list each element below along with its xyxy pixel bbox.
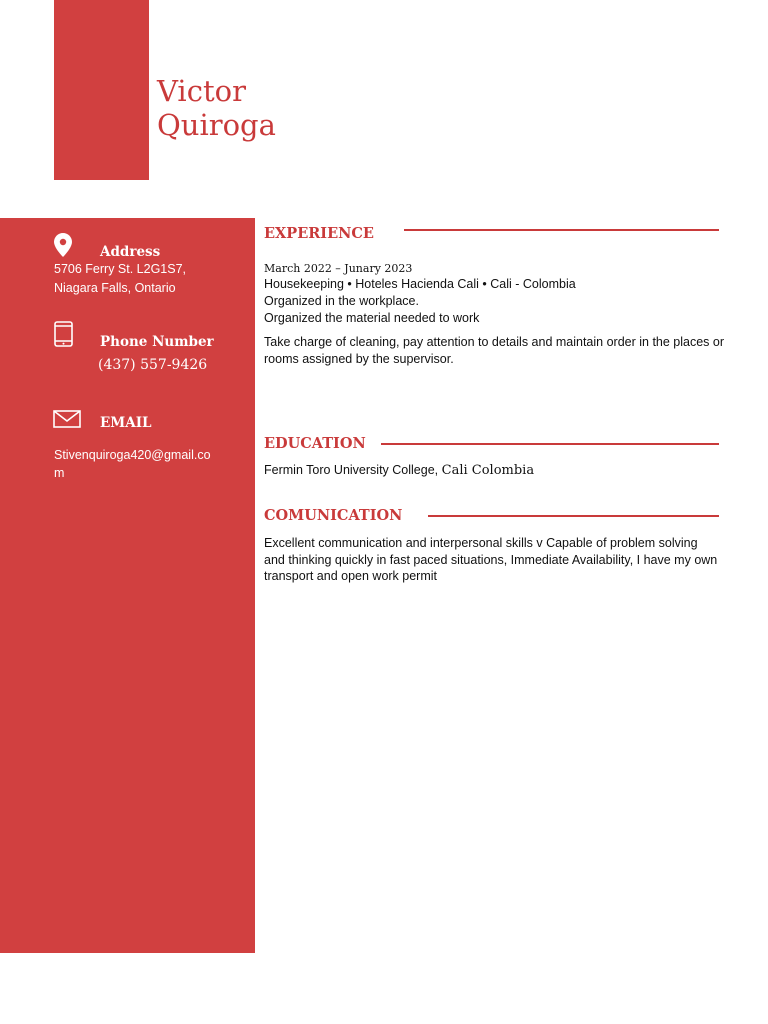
address-line-2: Niagara Falls, Ontario [54, 281, 176, 295]
education-city: Cali Colombia [441, 463, 535, 478]
experience-role: Housekeeping • Hoteles Hacienda Cali • Cali - Colombia [264, 277, 576, 291]
email-line-1: Stivenquiroga420@gmail.co [54, 448, 211, 462]
contact-sidebar [0, 218, 255, 953]
education-details [264, 462, 724, 479]
email-line-2: m [54, 466, 65, 480]
candidate-name [157, 74, 276, 142]
phone-icon [54, 321, 73, 352]
experience-title: EXPERIENCE [264, 225, 374, 242]
last-name: Quiroga [157, 108, 276, 142]
phone-heading: Phone Number [100, 334, 214, 350]
experience-description: Take charge of cleaning, pay attention to details and maintain order in the places or rooms assigned by the supervisor. [264, 335, 725, 366]
education-school: Fermin Toro University College, [264, 463, 439, 477]
communication-rule [428, 515, 719, 517]
experience-date: March 2022 – Junary 2023 [264, 262, 413, 275]
communication-text: Excellent communication and interpersonal skills v Capable of problem solving and thinking quickly in fast paced situations, Immediate Availability, I have my own transport and open work permit [264, 536, 718, 583]
email-address [54, 446, 211, 482]
experience-line-1: Organized in the workplace. [264, 294, 419, 308]
first-name: Victor [157, 74, 246, 108]
envelope-icon [53, 410, 81, 433]
education-title: EDUCATION [264, 435, 366, 452]
address-heading: Address [100, 244, 161, 260]
experience-rule [404, 229, 719, 231]
location-pin-icon [53, 232, 73, 263]
experience-line-2: Organized the material needed to work [264, 311, 480, 325]
email-heading: EMAIL [100, 415, 152, 431]
phone-number: (437) 557-9426 [98, 357, 208, 373]
communication-title: COMUNICATION [264, 507, 403, 524]
experience-details [264, 276, 724, 327]
education-rule [381, 443, 719, 445]
header-accent-block [54, 0, 149, 180]
address-text [54, 260, 186, 298]
address-line-1: 5706 Ferry St. L2G1S7, [54, 262, 187, 276]
